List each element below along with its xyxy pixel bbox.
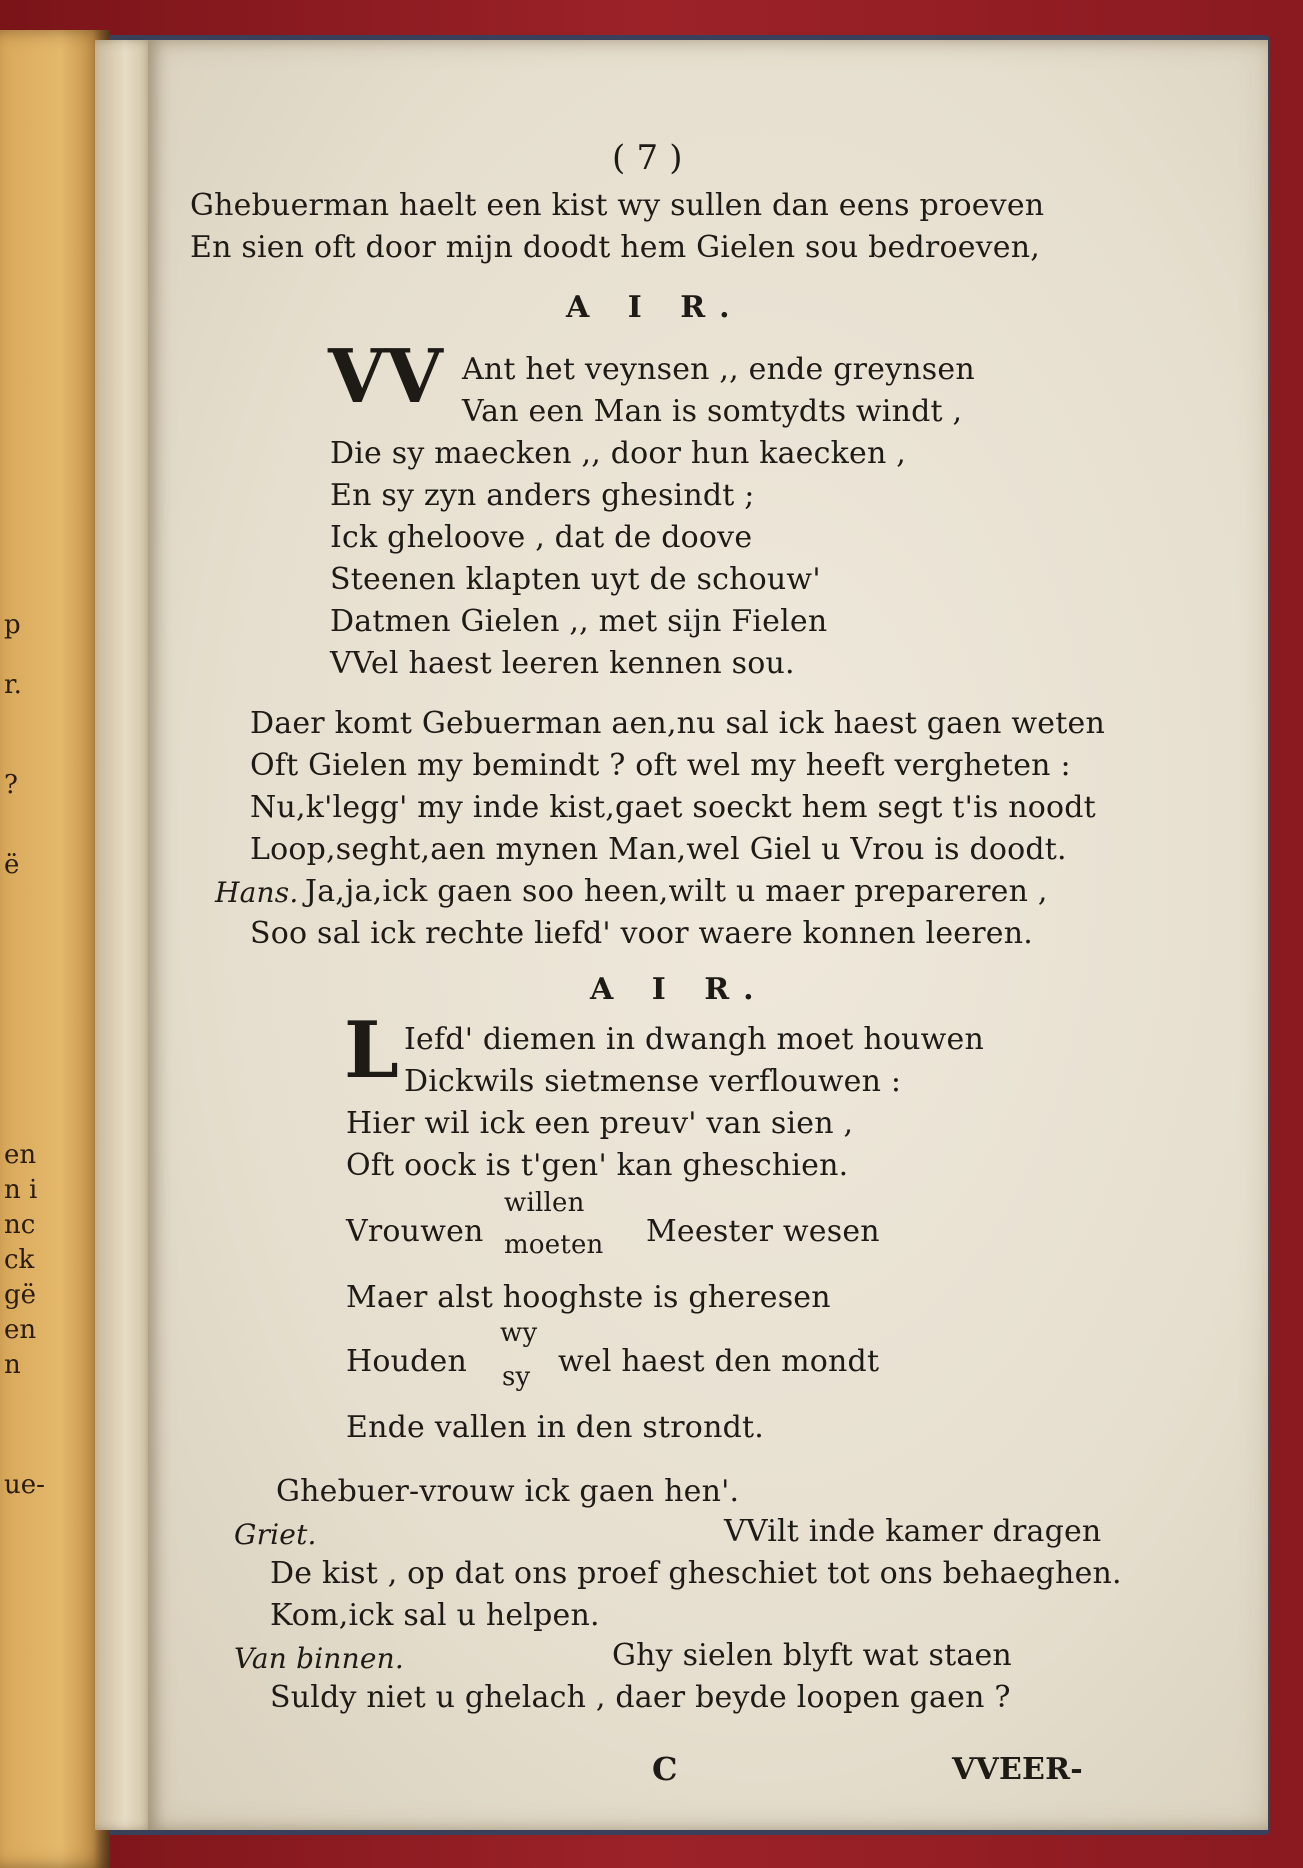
verse-line: Datmen Gielen ,, met sijn Fielen <box>330 604 828 639</box>
verse-line: Ant het veynsen ,, ende greynsen <box>462 352 975 387</box>
text-line: Soo sal ick rechte liefd' voor waere konnen leeren. <box>250 916 1033 951</box>
text-line: Oft Gielen my bemindt ? oft wel my heeft vergheten : <box>250 748 1071 783</box>
text-line: Loop,seght,aen mynen Man,wel Giel u Vrou is doodt. <box>250 832 1067 867</box>
text-line: Ghebuer-vrouw ick gaen hen'. <box>276 1474 740 1509</box>
left-fragment: ue- <box>4 1470 45 1500</box>
verse-line-start: Vrouwen <box>346 1214 484 1249</box>
verse-line: Ende vallen in den strondt. <box>346 1410 764 1445</box>
variant-lower: sy <box>502 1362 531 1392</box>
text-line: Daer komt Gebuerman aen,nu sal ick haest gaen weten <box>250 706 1105 741</box>
text-line: Nu,k'legg' my inde kist,gaet soeckt hem segt t'is noodt <box>250 790 1096 825</box>
dropcap-vv: VV <box>328 334 443 420</box>
variant-upper: willen <box>504 1188 585 1218</box>
left-fragment: ? <box>4 770 18 800</box>
text-line: Kom,ick sal u helpen. <box>270 1598 600 1633</box>
text-line: En sien oft door mijn doodt hem Gielen sou bedroeven, <box>190 230 1041 265</box>
verse-line: Iefd' diemen in dwangh moet houwen <box>404 1022 985 1057</box>
speaker-hans: Hans. <box>215 876 299 909</box>
speaker-griet: Griet. <box>234 1518 317 1551</box>
verse-line: Hier wil ick een preuv' van sien , <box>346 1106 854 1141</box>
variant-upper: wy <box>500 1318 538 1348</box>
verse-line: Steenen klapten uyt de schouw' <box>330 562 821 597</box>
verse-line: Die sy maecken ,, door hun kaecken , <box>330 436 906 471</box>
dropcap-l: L <box>344 1005 399 1096</box>
verse-line: Maer alst hooghste is gheresen <box>346 1280 831 1315</box>
left-fragment: gë <box>4 1280 37 1310</box>
left-fragment: nc <box>4 1210 36 1240</box>
catchword: VVEER- <box>952 1752 1083 1787</box>
left-page-edge <box>0 30 110 1868</box>
page-number: ( 7 ) <box>612 138 683 178</box>
book-gutter <box>95 40 155 1830</box>
text-line: Ja,ja,ick gaen soo heen,wilt u maer prepareren , <box>305 874 1048 909</box>
left-fragment: ë <box>4 850 20 880</box>
left-fragment: n <box>4 1350 21 1380</box>
verse-line: En sy zyn anders ghesindt ; <box>330 478 755 513</box>
text-line: Ghebuerman haelt een kist wy sullen dan eens proeven <box>190 188 1045 223</box>
verse-line-start: Houden <box>346 1344 468 1379</box>
text-line: VVilt inde kamer dragen <box>724 1514 1102 1549</box>
air-heading: A I R. <box>590 972 768 1007</box>
left-fragment: en <box>4 1140 37 1170</box>
speaker-van-binnen: Van binnen. <box>234 1642 404 1675</box>
verse-line: VVel haest leeren kennen sou. <box>330 646 795 681</box>
text-line: Suldy niet u ghelach , daer beyde loopen gaen ? <box>270 1680 1011 1715</box>
left-fragment: p <box>4 610 21 640</box>
signature-mark: C <box>652 1750 678 1788</box>
air-heading: A I R. <box>566 290 744 325</box>
left-fragment: ck <box>4 1245 35 1275</box>
verse-line: Ick gheloove , dat de doove <box>330 520 753 555</box>
left-fragment: r. <box>4 670 22 700</box>
variant-lower: moeten <box>504 1230 604 1260</box>
verse-line-end: Meester wesen <box>646 1214 880 1249</box>
verse-line-end: wel haest den mondt <box>558 1344 880 1379</box>
text-line: Ghy sielen blyft wat staen <box>612 1638 1012 1673</box>
verse-line: Oft oock is t'gen' kan gheschien. <box>346 1148 849 1183</box>
left-fragment: n i <box>4 1175 38 1205</box>
text-line: De kist , op dat ons proef gheschiet tot ons behaeghen. <box>270 1556 1122 1591</box>
verse-line: Van een Man is somtydts windt , <box>462 394 963 429</box>
left-fragment: en <box>4 1315 37 1345</box>
verse-line: Dickwils sietmense verflouwen : <box>404 1064 902 1099</box>
